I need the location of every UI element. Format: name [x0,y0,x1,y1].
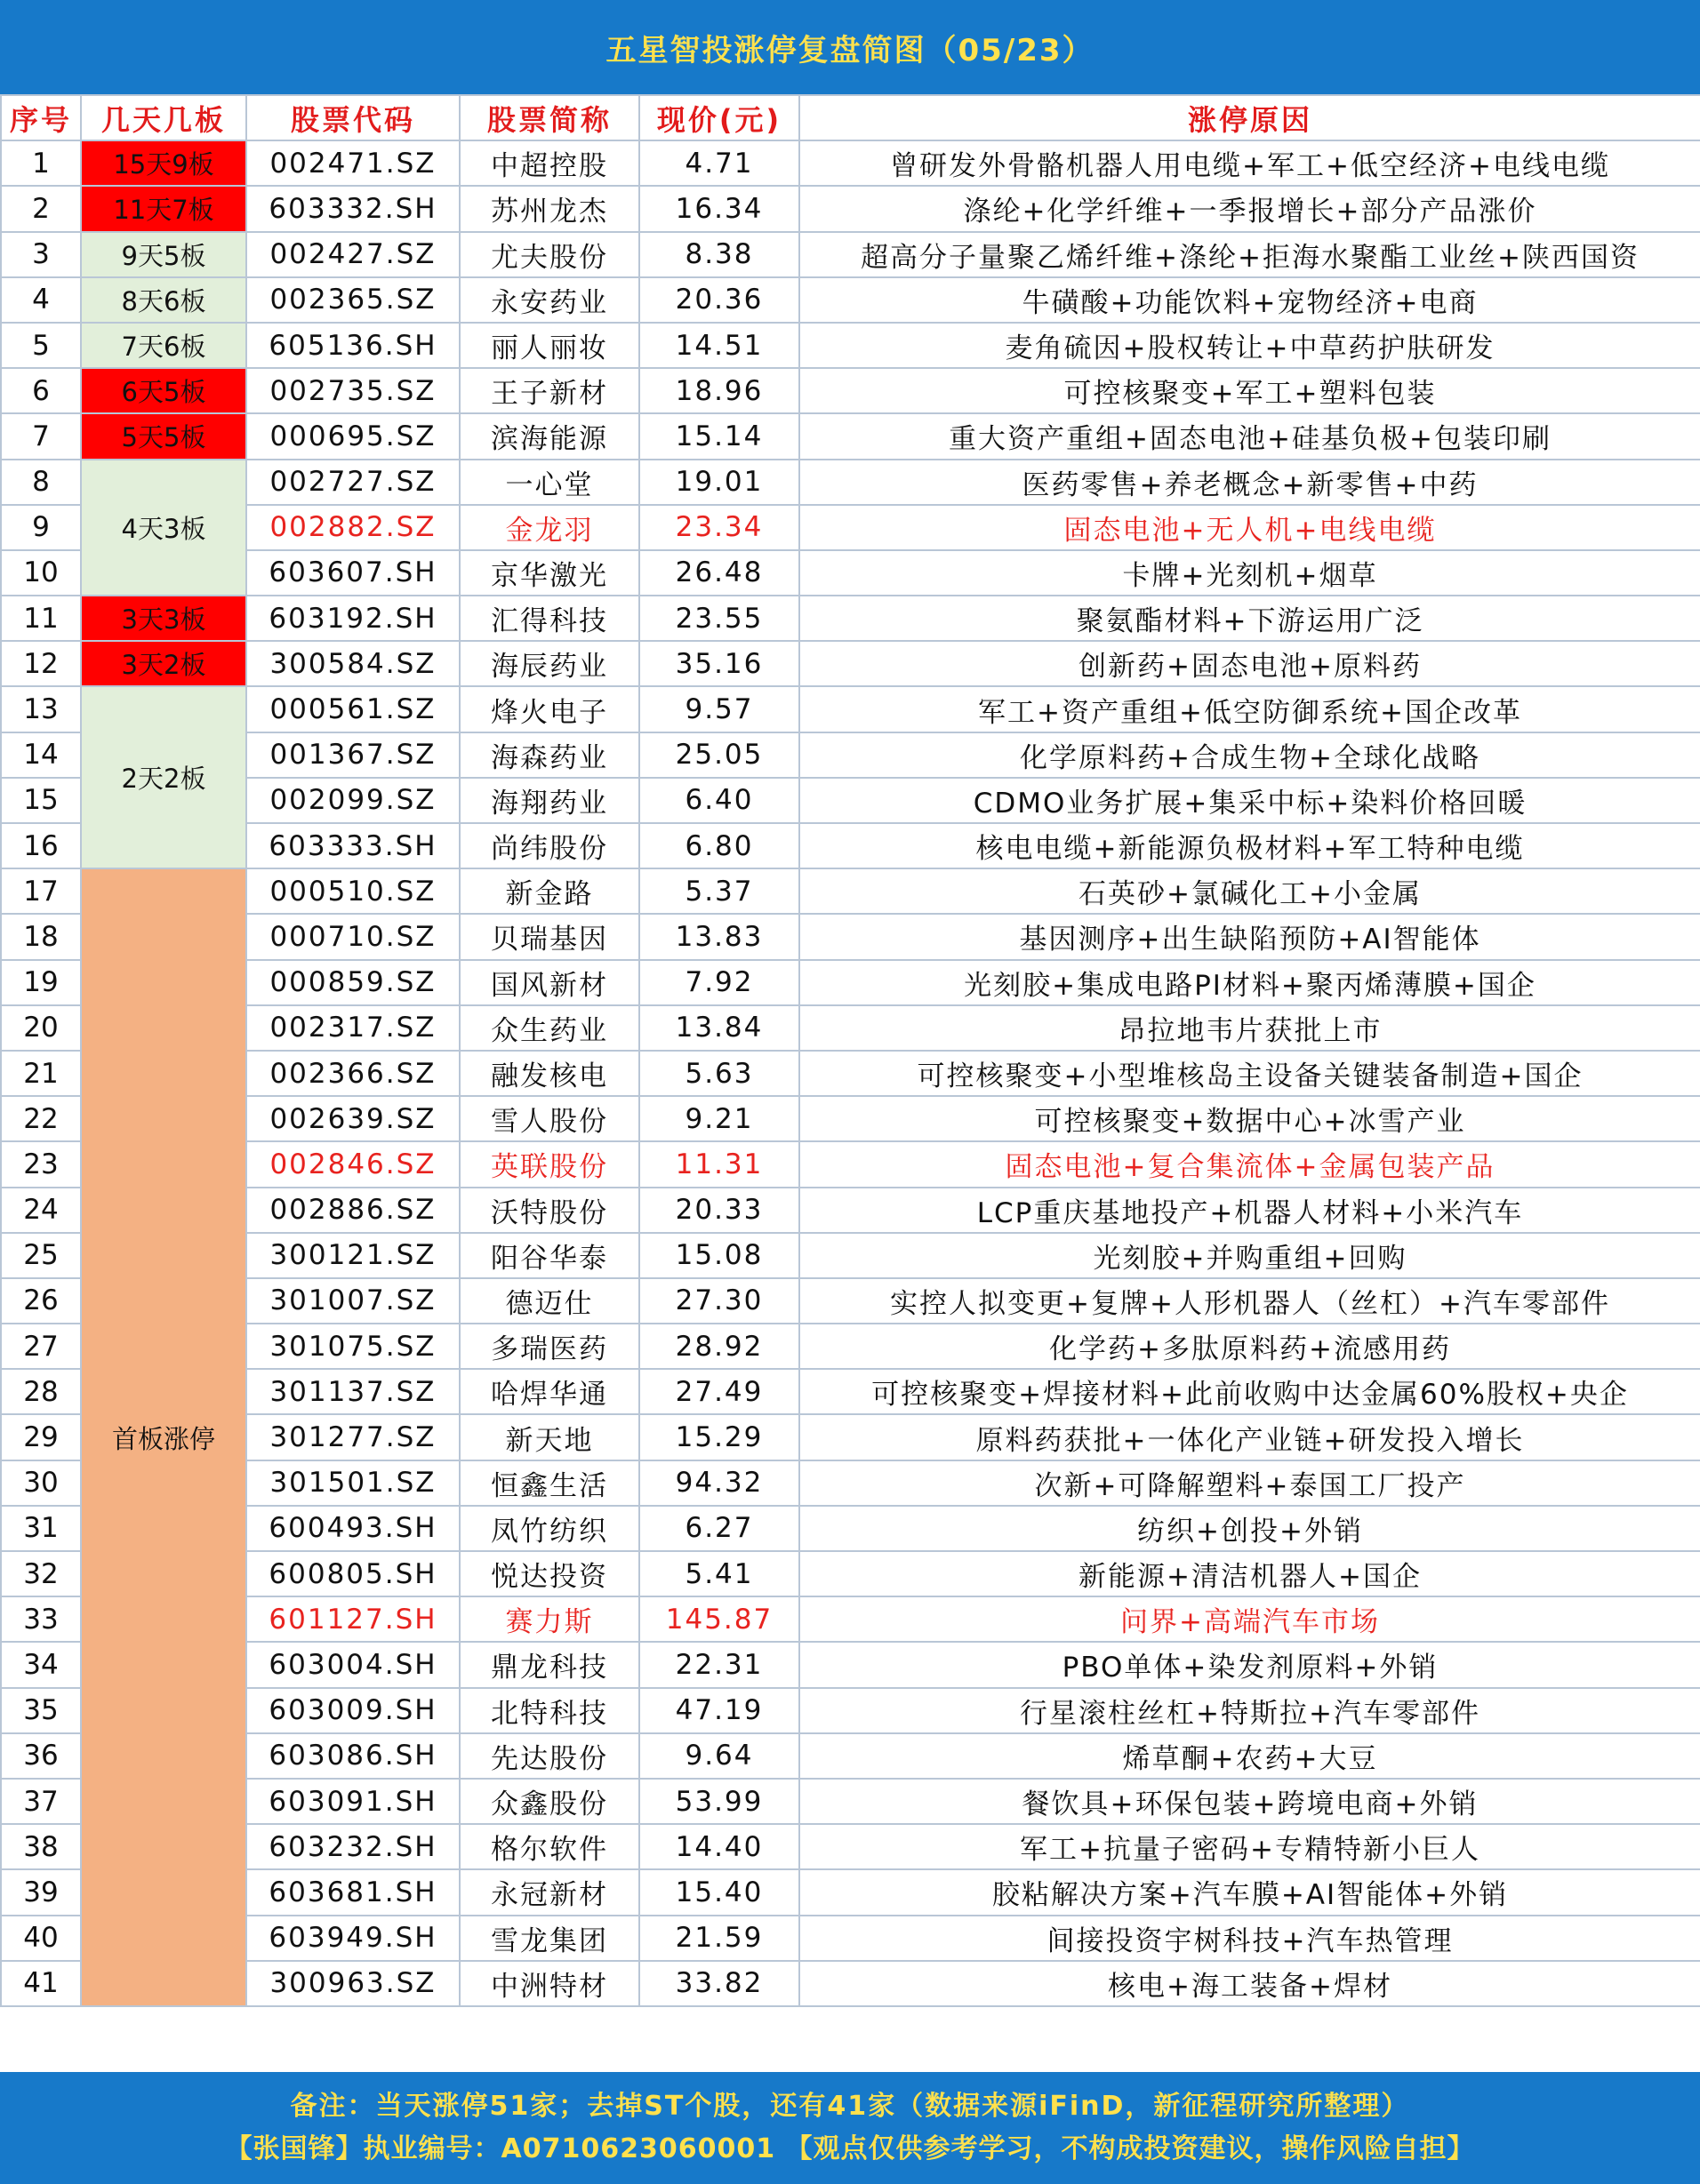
limit-up-reason: 原料药获批+一体化产业链+研发投入增长 [799,1414,1700,1460]
stock-code: 002099.SZ [246,778,460,823]
limit-up-reason: LCP重庆基地投产+机器人材料+小米汽车 [799,1188,1700,1233]
table-row [1,550,1700,596]
row-index: 26 [1,1278,81,1324]
row-index: 41 [1,1961,81,2006]
stock-code: 603332.SH [246,186,460,231]
stock-code: 301501.SZ [246,1460,460,1506]
stock-code: 603333.SH [246,823,460,868]
table-row [1,1096,1700,1141]
row-index: 21 [1,1051,81,1096]
row-index: 38 [1,1824,81,1869]
stock-code: 002727.SZ [246,460,460,505]
stock-name: 众鑫股份 [460,1779,639,1824]
stock-price: 27.49 [639,1369,799,1414]
row-index: 16 [1,823,81,868]
stock-name: 中洲特材 [460,1961,639,2006]
stock-name: 一心堂 [460,460,639,505]
stock-price: 26.48 [639,550,799,596]
limit-up-reason: 医药零售+养老概念+新零售+中药 [799,460,1700,505]
table-row [1,1733,1700,1779]
limit-up-reason: 可控核聚变+小型堆核岛主设备关键装备制造+国企 [799,1051,1700,1096]
table-row [1,413,1700,459]
stock-code: 603086.SH [246,1733,460,1779]
stock-code: 603681.SH [246,1869,460,1915]
limit-up-reason: 涤纶+化学纤维+一季报增长+部分产品涨价 [799,186,1700,231]
stock-code: 603004.SH [246,1642,460,1687]
table-row [1,323,1700,368]
row-index: 36 [1,1733,81,1779]
table-row [1,1551,1700,1596]
stock-name: 永安药业 [460,277,639,323]
stock-name: 哈焊华通 [460,1369,639,1414]
stock-code: 000510.SZ [246,868,460,914]
row-index: 15 [1,778,81,823]
table-row [1,277,1700,323]
limit-up-reason: 超高分子量聚乙烯纤维+涤纶+拒海水聚酯工业丝+陕西国资 [799,232,1700,277]
stock-name: 沃特股份 [460,1188,639,1233]
stock-code: 002639.SZ [246,1096,460,1141]
row-index: 27 [1,1324,81,1369]
stock-price: 4.71 [639,140,799,186]
table-row [1,186,1700,231]
table-row [1,140,1700,186]
limit-up-table [0,94,1700,2007]
row-index: 13 [1,686,81,732]
stock-price: 145.87 [639,1596,799,1642]
limit-up-reason: 创新药+固态电池+原料药 [799,641,1700,686]
col-header-price: 现价(元) [639,95,799,140]
stock-price: 6.40 [639,778,799,823]
stock-code: 605136.SH [246,323,460,368]
stock-price: 20.33 [639,1188,799,1233]
stock-name: 中超控股 [460,140,639,186]
stock-code: 301075.SZ [246,1324,460,1369]
limit-up-reason: 烯草酮+农药+大豆 [799,1733,1700,1779]
table-row [1,460,1700,505]
stock-code: 002366.SZ [246,1051,460,1096]
stock-name: 赛力斯 [460,1596,639,1642]
stock-name: 王子新材 [460,368,639,413]
row-index: 8 [1,460,81,505]
row-index: 31 [1,1506,81,1551]
limit-up-reason: 胶粘解决方案+汽车膜+AI智能体+外销 [799,1869,1700,1915]
table-row [1,1688,1700,1733]
stock-price: 33.82 [639,1961,799,2006]
table-row [1,1824,1700,1869]
row-index: 6 [1,368,81,413]
table-row [1,686,1700,732]
days-boards-cell: 3天3板 [81,596,246,641]
limit-up-reason: 新能源+清洁机器人+国企 [799,1551,1700,1596]
footer-note: 备注：当天涨停51家；去掉ST个股，还有41家（数据来源iFinD，新征程研究所整理） [290,2091,1410,2122]
row-index: 14 [1,732,81,778]
stock-price: 11.31 [639,1141,799,1187]
row-index: 33 [1,1596,81,1642]
stock-name: 德迈仕 [460,1278,639,1324]
row-index: 7 [1,413,81,459]
stock-name: 贝瑞基因 [460,914,639,959]
stock-price: 21.59 [639,1916,799,1961]
days-boards-cell: 9天5板 [81,232,246,277]
stock-name: 众生药业 [460,1005,639,1051]
stock-name: 英联股份 [460,1141,639,1187]
col-header-days-boards: 几天几板 [81,95,246,140]
limit-up-reason: CDMO业务扩展+集采中标+染料价格回暖 [799,778,1700,823]
page-title: 五星智投涨停复盘简图（05/23） [605,32,1095,68]
stock-code: 603607.SH [246,550,460,596]
limit-up-reason: 重大资产重组+固态电池+硅基负极+包装印刷 [799,413,1700,459]
limit-up-reason: 纺织+创投+外销 [799,1506,1700,1551]
row-index: 28 [1,1369,81,1414]
limit-up-reason: 曾研发外骨骼机器人用电缆+军工+低空经济+电线电缆 [799,140,1700,186]
row-index: 37 [1,1779,81,1824]
days-boards-cell: 11天7板 [81,186,246,231]
stock-code: 002365.SZ [246,277,460,323]
table-row [1,1324,1700,1369]
table-row [1,232,1700,277]
limit-up-reason: 间接投资宇树科技+汽车热管理 [799,1916,1700,1961]
stock-code: 002846.SZ [246,1141,460,1187]
table-row [1,1460,1700,1506]
stock-price: 35.16 [639,641,799,686]
limit-up-reason: 可控核聚变+军工+塑料包装 [799,368,1700,413]
stock-price: 9.64 [639,1733,799,1779]
table-row [1,1642,1700,1687]
stock-code: 300963.SZ [246,1961,460,2006]
stock-name: 融发核电 [460,1051,639,1096]
table-row [1,368,1700,413]
stock-price: 5.37 [639,868,799,914]
stock-code: 603192.SH [246,596,460,641]
stock-name: 阳谷华泰 [460,1233,639,1278]
stock-code: 601127.SH [246,1596,460,1642]
stock-code: 600805.SH [246,1551,460,1596]
stock-price: 6.27 [639,1506,799,1551]
row-index: 40 [1,1916,81,1961]
limit-up-reason: 核电+海工装备+焊材 [799,1961,1700,2006]
limit-up-reason: 化学原料药+合成生物+全球化战略 [799,732,1700,778]
days-boards-cell: 5天5板 [81,413,246,459]
title-banner [0,0,1700,94]
stock-code: 002471.SZ [246,140,460,186]
table-row [1,732,1700,778]
limit-up-reason: 基因测序+出生缺陷预防+AI智能体 [799,914,1700,959]
stock-price: 15.29 [639,1414,799,1460]
stock-name: 海翔药业 [460,778,639,823]
limit-up-reason: 麦角硫因+股权转让+中草药护肤研发 [799,323,1700,368]
row-index: 5 [1,323,81,368]
stock-code: 002317.SZ [246,1005,460,1051]
days-boards-cell: 7天6板 [81,323,246,368]
stock-name: 多瑞医药 [460,1324,639,1369]
row-index: 30 [1,1460,81,1506]
stock-name: 烽火电子 [460,686,639,732]
row-index: 22 [1,1096,81,1141]
stock-name: 尚纬股份 [460,823,639,868]
stock-code: 002427.SZ [246,232,460,277]
stock-code: 002882.SZ [246,505,460,550]
limit-up-reason: 牛磺酸+功能饮料+宠物经济+电商 [799,277,1700,323]
limit-up-reason: 核电电缆+新能源负极材料+军工特种电缆 [799,823,1700,868]
table-row [1,960,1700,1005]
stock-code: 603949.SH [246,1916,460,1961]
stock-price: 16.34 [639,186,799,231]
stock-price: 5.63 [639,1051,799,1096]
days-boards-cell: 4天3板 [81,460,246,596]
stock-price: 53.99 [639,1779,799,1824]
stock-name: 雪人股份 [460,1096,639,1141]
stock-price: 14.40 [639,1824,799,1869]
col-header-index: 序号 [1,95,81,140]
stock-price: 9.57 [639,686,799,732]
stock-price: 8.38 [639,232,799,277]
table-row [1,1278,1700,1324]
row-index: 18 [1,914,81,959]
table-row [1,1916,1700,1961]
limit-up-reason: 问界+高端汽车市场 [799,1596,1700,1642]
limit-up-reason: 餐饮具+环保包装+跨境电商+外销 [799,1779,1700,1824]
row-index: 9 [1,505,81,550]
table-row [1,1141,1700,1187]
days-boards-cell: 15天9板 [81,140,246,186]
stock-name: 汇得科技 [460,596,639,641]
stock-name: 北特科技 [460,1688,639,1733]
row-index: 4 [1,277,81,323]
stock-code: 603009.SH [246,1688,460,1733]
col-header-stock-code: 股票代码 [246,95,460,140]
stock-name: 恒鑫生活 [460,1460,639,1506]
row-index: 3 [1,232,81,277]
days-boards-cell: 6天5板 [81,368,246,413]
days-boards-cell: 2天2板 [81,686,246,868]
table-row [1,1233,1700,1278]
days-boards-cell: 8天6板 [81,277,246,323]
col-header-stock-name: 股票简称 [460,95,639,140]
stock-name: 先达股份 [460,1733,639,1779]
table-row [1,1051,1700,1096]
limit-up-reason: 聚氨酯材料+下游运用广泛 [799,596,1700,641]
row-index: 39 [1,1869,81,1915]
limit-up-reason: 光刻胶+集成电路PI材料+聚丙烯薄膜+国企 [799,960,1700,1005]
stock-price: 28.92 [639,1324,799,1369]
stock-name: 苏州龙杰 [460,186,639,231]
row-index: 25 [1,1233,81,1278]
row-index: 23 [1,1141,81,1187]
stock-price: 9.21 [639,1096,799,1141]
stock-price: 5.41 [639,1551,799,1596]
row-index: 12 [1,641,81,686]
stock-code: 301277.SZ [246,1414,460,1460]
stock-code: 002886.SZ [246,1188,460,1233]
limit-up-reason: 次新+可降解塑料+泰国工厂投产 [799,1460,1700,1506]
row-index: 2 [1,186,81,231]
limit-up-reason: 可控核聚变+数据中心+冰雪产业 [799,1096,1700,1141]
table-row [1,1414,1700,1460]
stock-code: 603232.SH [246,1824,460,1869]
table-row [1,1596,1700,1642]
stock-code: 000561.SZ [246,686,460,732]
stock-price: 6.80 [639,823,799,868]
days-boards-cell: 首板涨停 [81,868,246,2006]
stock-name: 丽人丽妆 [460,323,639,368]
limit-up-reason: 昂拉地韦片获批上市 [799,1005,1700,1051]
footer-banner [0,2072,1700,2184]
col-header-reason: 涨停原因 [799,95,1700,140]
stock-code: 000695.SZ [246,413,460,459]
table-row [1,1005,1700,1051]
stock-price: 47.19 [639,1688,799,1733]
row-index: 34 [1,1642,81,1687]
stock-code: 001367.SZ [246,732,460,778]
stock-price: 19.01 [639,460,799,505]
limit-up-reason: 固态电池+无人机+电线电缆 [799,505,1700,550]
stock-code: 300584.SZ [246,641,460,686]
stock-code: 300121.SZ [246,1233,460,1278]
stock-name: 海辰药业 [460,641,639,686]
stock-name: 海森药业 [460,732,639,778]
limit-up-reason: 行星滚柱丝杠+特斯拉+汽车零部件 [799,1688,1700,1733]
limit-up-reason: 卡牌+光刻机+烟草 [799,550,1700,596]
limit-up-reason: 石英砂+氯碱化工+小金属 [799,868,1700,914]
limit-up-reason: 化学药+多肽原料药+流感用药 [799,1324,1700,1369]
stock-name: 金龙羽 [460,505,639,550]
row-index: 10 [1,550,81,596]
limit-up-reason: 军工+抗量子密码+专精特新小巨人 [799,1824,1700,1869]
table-row [1,823,1700,868]
stock-code: 301007.SZ [246,1278,460,1324]
limit-up-reason: 实控人拟变更+复牌+人形机器人（丝杠）+汽车零部件 [799,1278,1700,1324]
stock-price: 15.14 [639,413,799,459]
stock-name: 国风新材 [460,960,639,1005]
stock-price: 23.34 [639,505,799,550]
stock-price: 15.40 [639,1869,799,1915]
stock-price: 15.08 [639,1233,799,1278]
row-index: 17 [1,868,81,914]
stock-code: 301137.SZ [246,1369,460,1414]
footer-disclaimer: 【张国锋】执业编号：A0710623060001 【观点仅供参考学习，不构成投资建议，操作风险自担】 [225,2133,1475,2164]
stock-name: 格尔软件 [460,1824,639,1869]
table-row [1,1869,1700,1915]
limit-up-reason: PBO单体+染发剂原料+外销 [799,1642,1700,1687]
stock-name: 京华激光 [460,550,639,596]
row-index: 35 [1,1688,81,1733]
stock-price: 7.92 [639,960,799,1005]
limit-up-reason: 固态电池+复合集流体+金属包装产品 [799,1141,1700,1187]
row-index: 20 [1,1005,81,1051]
table-row [1,1188,1700,1233]
limit-up-reason: 军工+资产重组+低空防御系统+国企改革 [799,686,1700,732]
stock-price: 14.51 [639,323,799,368]
row-index: 1 [1,140,81,186]
table-row [1,1779,1700,1824]
stock-name: 新天地 [460,1414,639,1460]
table-header-row [1,95,1700,140]
stock-name: 永冠新材 [460,1869,639,1915]
table-row [1,1369,1700,1414]
table-row [1,1961,1700,2006]
stock-price: 27.30 [639,1278,799,1324]
table-row [1,505,1700,550]
row-index: 29 [1,1414,81,1460]
stock-price: 25.05 [639,732,799,778]
stock-name: 新金路 [460,868,639,914]
stock-code: 000859.SZ [246,960,460,1005]
row-index: 19 [1,960,81,1005]
stock-price: 20.36 [639,277,799,323]
table-row [1,778,1700,823]
row-index: 11 [1,596,81,641]
stock-price: 18.96 [639,368,799,413]
stock-price: 22.31 [639,1642,799,1687]
limit-up-reason: 可控核聚变+焊接材料+此前收购中达金属60%股权+央企 [799,1369,1700,1414]
stock-name: 悦达投资 [460,1551,639,1596]
stock-name: 雪龙集团 [460,1916,639,1961]
table-row [1,596,1700,641]
days-boards-cell: 3天2板 [81,641,246,686]
stock-price: 13.83 [639,914,799,959]
stock-code: 000710.SZ [246,914,460,959]
table-row [1,914,1700,959]
stock-price: 23.55 [639,596,799,641]
stock-name: 尤夫股份 [460,232,639,277]
stock-code: 603091.SH [246,1779,460,1824]
table-row [1,641,1700,686]
stock-name: 凤竹纺织 [460,1506,639,1551]
stock-price: 94.32 [639,1460,799,1506]
stock-price: 13.84 [639,1005,799,1051]
stock-code: 600493.SH [246,1506,460,1551]
stock-name: 鼎龙科技 [460,1642,639,1687]
limit-up-reason: 光刻胶+并购重组+回购 [799,1233,1700,1278]
row-index: 32 [1,1551,81,1596]
table-row [1,1506,1700,1551]
stock-name: 滨海能源 [460,413,639,459]
row-index: 24 [1,1188,81,1233]
stock-code: 002735.SZ [246,368,460,413]
table-row [1,868,1700,914]
